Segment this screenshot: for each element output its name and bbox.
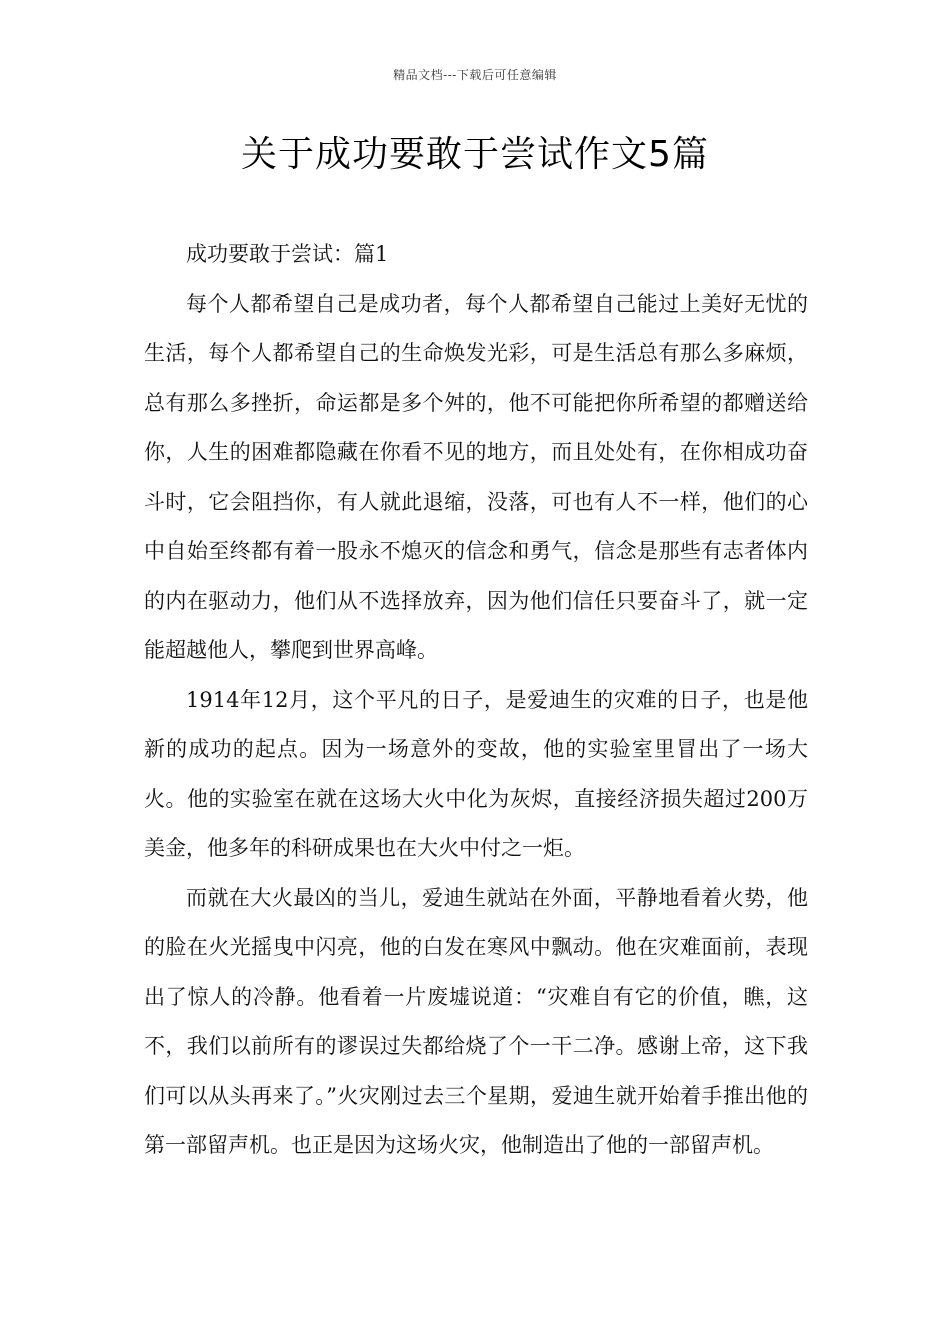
document-body bbox=[144, 230, 808, 1171]
header-note: 精品文档---下载后可任意编辑 bbox=[393, 68, 557, 82]
paragraph: 1914年12月，这个平凡的日子，是爱迪生的灾难的日子，也是他新的成功的起点。因为一场意外的变故，他的实验室里冒出了一场大火。他的实验室在就在这场大火中化为灰烬，直接经济损失超过200万美金，他多年的科研成果也在大火中付之一炬。 bbox=[144, 687, 808, 860]
paragraph: 而就在大火最凶的当儿，爱迪生就站在外面，平静地看着火势，他的脸在火光摇曳中闪亮，他的白发在寒风中飘动。他在灾难面前，表现出了惊人的冷静。他看着一片废墟说道：“灾难自有它的价值，瞧，这不，我们以前所有的谬误过失都给烧了个一干二净。感谢上帝，这下我们可以从头再来了。”火灾刚过去三个星期，爱迪生就开始着手推出他的第一部留声机。也正是因为这场火灾，他制造出了他的一部留声机。 bbox=[144, 885, 808, 1157]
paragraph: 每个人都希望自己是成功者，每个人都希望自己能过上美好无忧的生活，每个人都希望自己的生命焕发光彩，可是生活总有那么多麻烦，总有那么多挫折，命运都是多个舛的，他不可能把你所希望的都赠送给你，人生的困难都隐藏在你看不见的地方，而且处处有，在你相成功奋斗时，它会阻挡你，有人就此退缩，没落，可也有人不一样，他们的心中自始至终都有着一股永不熄灭的信念和勇气，信念是那些有志者体内的内在驱动力，他们从不选择放弃，因为他们信任只要奋斗了，就一定能超越他人，攀爬到世界高峰。 bbox=[144, 291, 808, 662]
document-title: 关于成功要敢于尝试作文5篇 bbox=[241, 134, 709, 175]
section-heading: 成功要敢于尝试：篇1 bbox=[186, 242, 389, 266]
